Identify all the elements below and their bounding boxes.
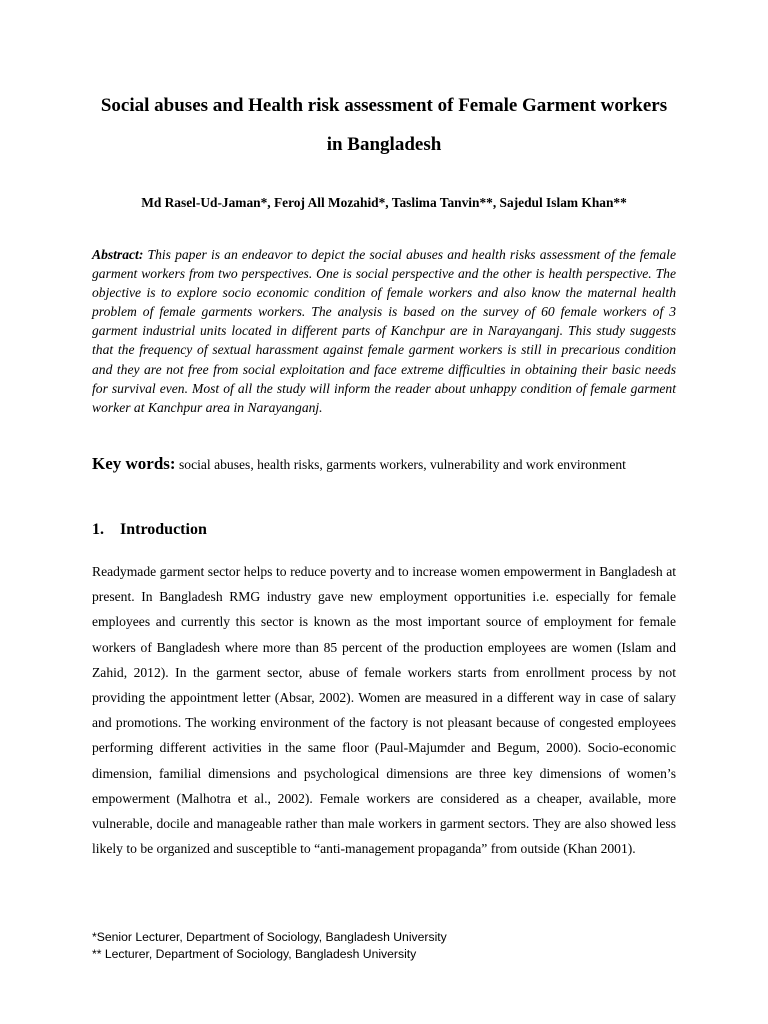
abstract [92, 245, 676, 417]
author-list: Md Rasel-Ud-Jaman*, Feroj All Mozahid*, Taslima Tanvin**, Sajedul Islam Khan** [141, 195, 627, 210]
section-title: Introduction [120, 521, 207, 538]
keywords-label: Key words: [92, 454, 176, 473]
section-heading-introduction [92, 519, 207, 541]
paper-title: Social abuses and Health risk assessment of Female Garment workers in Bangladesh [100, 95, 668, 155]
keywords [92, 451, 676, 478]
abstract-label: Abstract: [92, 247, 144, 262]
footnote-senior-lecturer: *Senior Lecturer, Department of Sociology, Bangladesh University [92, 930, 447, 944]
section-number: 1. [92, 521, 104, 538]
keywords-text: social abuses, health risks, garments workers, vulnerability and work environment [178, 457, 626, 472]
abstract-text: This paper is an endeavor to depict the social abuses and health risks assessment of the female garment workers from two perspectives. One is social perspective and the other is health perspective. The objective is to explore socio economic condition of female workers and also know the maternal health problem of female garments workers. The analysis is based on the survey of 60 female workers of 3 garment industrial units located in different parts of Kanchpur are in Narayanganj. This study suggests that the frequency of sextual harassment against female garment workers is still in precarious condition and they are not free from social exploitation and face extreme difficulties in obtaining their basic needs for survival even. Most of all the study will inform the reader about unhappy condition of female garment worker at Kanchpur area in Narayanganj. [92, 247, 676, 415]
introduction-paragraph: Readymade garment sector helps to reduce poverty and to increase women empowerment in Bangladesh at present. In Bangladesh RMG industry gave new employment opportunities i.e. especially for female employees and currently this sector is known as the most important source of employment for female workers of Bangladesh where more than 85 percent of the production employees are women (Islam and Zahid, 2012). In the garment sector, abuse of female workers starts from enrollment process by not providing the appointment letter (Absar, 2002). Women are measured in a different way in case of salary and promotions. The working environment of the factory is not pleasant because of congested employees performing different activities in the same floor (Paul-Majumder and Begum, 2000). Socio-economic dimension, familial dimensions and psychological dimensions are three key dimensions of women’s empowerment (Malhotra et al., 2002). Female workers are considered as a cheaper, available, more vulnerable, docile and manageable rather than male workers in garment sectors. They are also showed less likely to be organized and susceptible to “anti-management propaganda” from outside (Khan 2001). [92, 564, 676, 857]
footnote-lecturer: ** Lecturer, Department of Sociology, Bangladesh University [92, 946, 417, 961]
footnotes [92, 929, 692, 962]
